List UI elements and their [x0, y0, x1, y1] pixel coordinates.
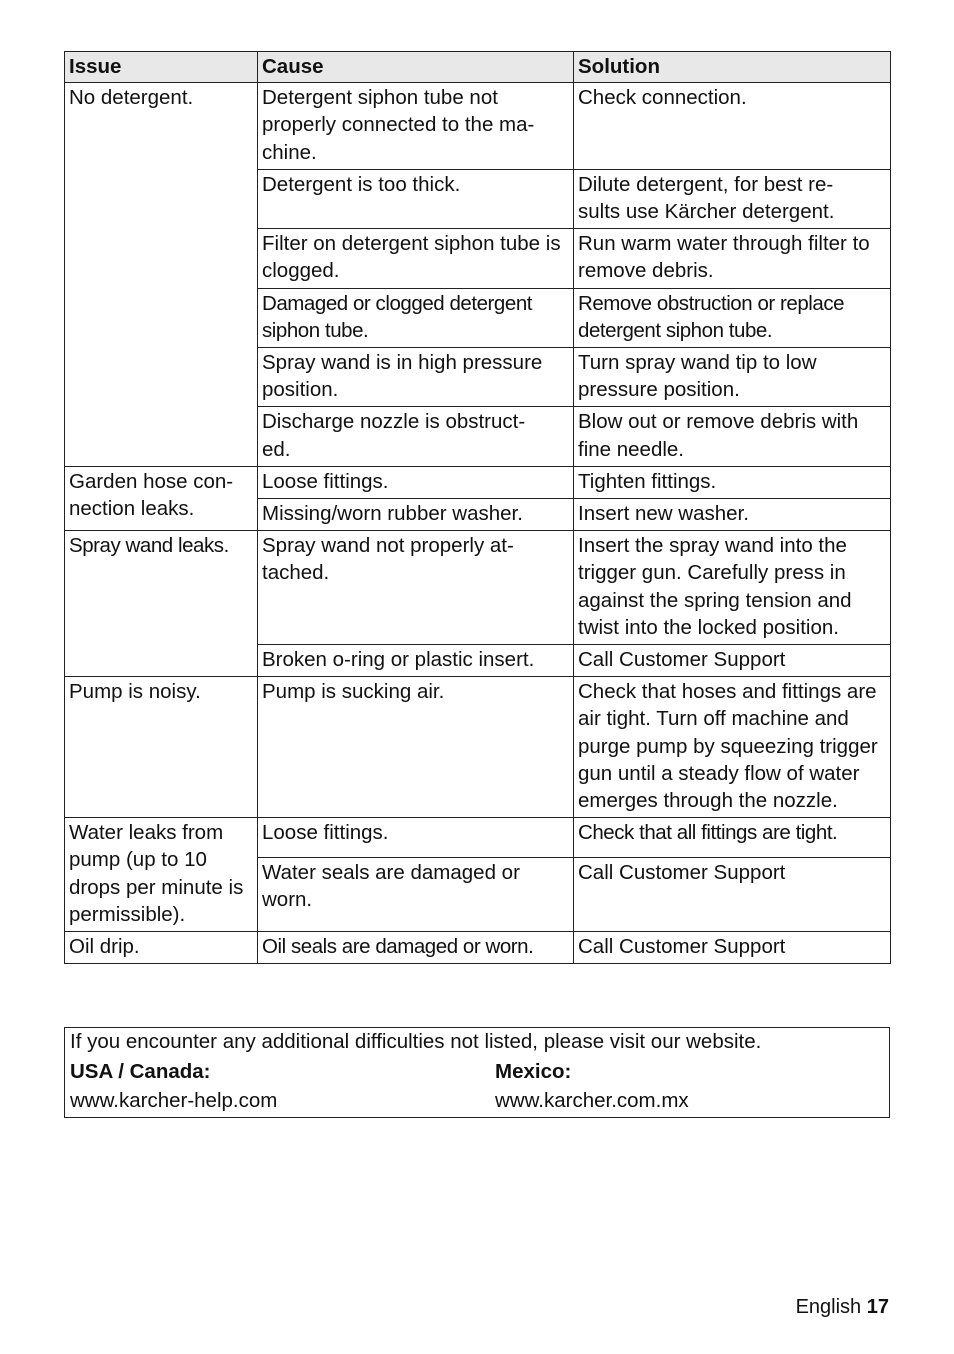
solution-cell: Blow out or remove debris with fine needle. — [574, 407, 891, 466]
support-intro-text: If you encounter any additional difficulties not listed, please visit our website. — [70, 1030, 762, 1053]
table-row — [65, 677, 891, 818]
cause-cell: Oil seals are damaged or worn. — [258, 932, 574, 964]
solution-cell: Check that all fittings are tight. — [574, 818, 891, 858]
table-row — [65, 932, 891, 964]
page-number: 17 — [866, 1296, 889, 1318]
issue-cell: Water leaks from pump (up to 10 drops per minute is permissible). — [65, 818, 258, 932]
support-info-box — [64, 1027, 890, 1118]
cause-cell: Detergent siphon tube not properly connected to the ma- chine. — [258, 83, 574, 170]
cause-cell: Spray wand not properly at- tached. — [258, 531, 574, 645]
table-header-row — [65, 52, 891, 83]
cause-cell: Water seals are damaged or worn. — [258, 858, 574, 932]
solution-cell: Insert the spray wand into the trigger gun. Carefully press in against the spring tension and twist into the locked position. — [574, 531, 891, 645]
troubleshooting-table — [64, 51, 891, 964]
table-row — [65, 83, 891, 170]
table-row — [65, 466, 891, 498]
issue-cell: Pump is noisy. — [65, 677, 258, 818]
cause-cell: Spray wand is in high pressure position. — [258, 348, 574, 407]
cause-cell: Detergent is too thick. — [258, 169, 574, 228]
cause-cell: Loose fittings. — [258, 466, 574, 498]
mexico-label: Mexico: — [495, 1060, 572, 1083]
footer-language: English — [795, 1296, 862, 1318]
header-solution: Solution — [574, 52, 891, 83]
solution-cell: Call Customer Support — [574, 645, 891, 677]
solution-cell: Check connection. — [574, 83, 891, 170]
usa-canada-label: USA / Canada: — [70, 1060, 211, 1083]
cause-cell: Pump is sucking air. — [258, 677, 574, 818]
issue-cell: Spray wand leaks. — [65, 531, 258, 677]
cause-cell: Damaged or clogged detergent siphon tube. — [258, 288, 574, 347]
solution-cell: Insert new washer. — [574, 499, 891, 531]
cause-cell: Broken o-ring or plastic insert. — [258, 645, 574, 677]
issue-cell: No detergent. — [65, 83, 258, 467]
solution-cell: Remove obstruction or replace detergent siphon tube. — [574, 288, 891, 347]
solution-cell: Run warm water through filter to remove debris. — [574, 229, 891, 288]
solution-cell: Tighten fittings. — [574, 466, 891, 498]
cause-cell: Filter on detergent siphon tube is clogged. — [258, 229, 574, 288]
issue-cell: Oil drip. — [65, 932, 258, 964]
solution-cell: Call Customer Support — [574, 932, 891, 964]
header-cause: Cause — [258, 52, 574, 83]
page-footer — [796, 1296, 889, 1319]
solution-cell: Turn spray wand tip to low pressure position. — [574, 348, 891, 407]
solution-cell: Check that hoses and fittings are air tight. Turn off machine and purge pump by squeezing trigger gun until a steady flow of water emerges through the nozzle. — [574, 677, 891, 818]
solution-cell: Call Customer Support — [574, 858, 891, 932]
usa-canada-url[interactable]: www.karcher-help.com — [70, 1089, 278, 1112]
mexico-url[interactable]: www.karcher.com.mx — [495, 1089, 689, 1112]
solution-cell: Dilute detergent, for best re- sults use Kärcher detergent. — [574, 169, 891, 228]
cause-cell: Discharge nozzle is obstruct- ed. — [258, 407, 574, 466]
cause-cell: Loose fittings. — [258, 818, 574, 858]
header-issue: Issue — [65, 52, 258, 83]
cause-cell: Missing/worn rubber washer. — [258, 499, 574, 531]
table-row — [65, 531, 891, 645]
issue-cell: Garden hose con- nection leaks. — [65, 466, 258, 530]
table-row — [65, 818, 891, 858]
